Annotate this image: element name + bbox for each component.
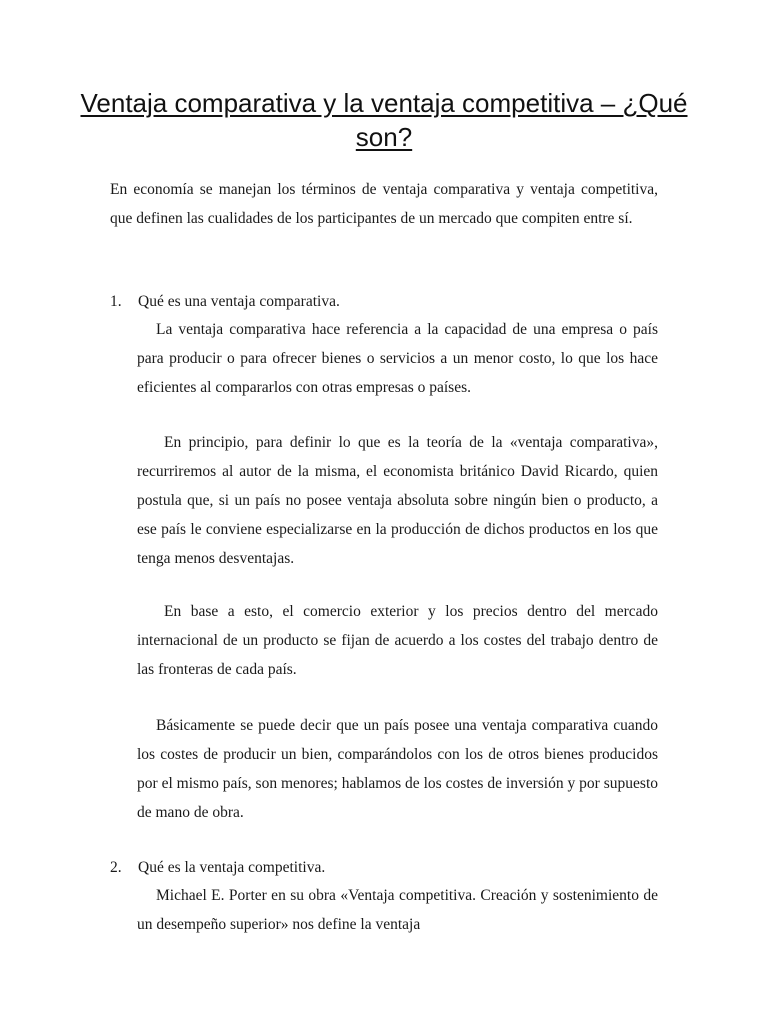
- section-1-heading-text: Qué es una ventaja comparativa.: [138, 293, 340, 310]
- section-2-paragraph-1: Michael E. Porter en su obra «Ventaja competitiva. Creación y sostenimiento de un desempeño superior» nos define la ventaja: [137, 887, 658, 933]
- section-2-heading: [110, 853, 658, 882]
- section-1-number: 1.: [110, 293, 122, 310]
- section-1-heading: [110, 287, 658, 316]
- section-1-paragraph-3: En base a esto, el comercio exterior y los precios dentro del mercado internacional de un producto se fijan de acuerdo a los costes del trabajo dentro de las fronteras de cada país.: [137, 603, 658, 678]
- intro-paragraph: En economía se manejan los términos de ventaja comparativa y ventaja competitiva, que definen las cualidades de los participantes de un mercado que compiten entre sí.: [110, 181, 658, 227]
- section-1-paragraph-1: La ventaja comparativa hace referencia a la capacidad de una empresa o país para producir o para ofrecer bienes o servicios a un menor costo, lo que los hace eficientes al compararlos con otras empresas o países.: [137, 321, 658, 396]
- document-title: Ventaja comparativa y la ventaja competitiva – ¿Qué son?: [80, 88, 688, 152]
- section-2-number: 2.: [110, 859, 122, 876]
- section-1-paragraph-2: En principio, para definir lo que es la teoría de la «ventaja comparativa», recurriremos al autor de la misma, el economista británico David Ricardo, quien postula que, si un país no posee ventaja absoluta sobre ningún bien o producto, a ese país le conviene especializarse en la producción de dichos productos en los que tenga menos desventajas.: [137, 434, 658, 567]
- section-1-paragraph-4: Básicamente se puede decir que un país posee una ventaja comparativa cuando los costes de producir un bien, comparándolos con los de otros bienes producidos por el mismo país, son menores; hablamos de los costes de inversión y por supuesto de mano de obra.: [137, 717, 658, 821]
- section-2-heading-text: Qué es la ventaja competitiva.: [138, 859, 326, 876]
